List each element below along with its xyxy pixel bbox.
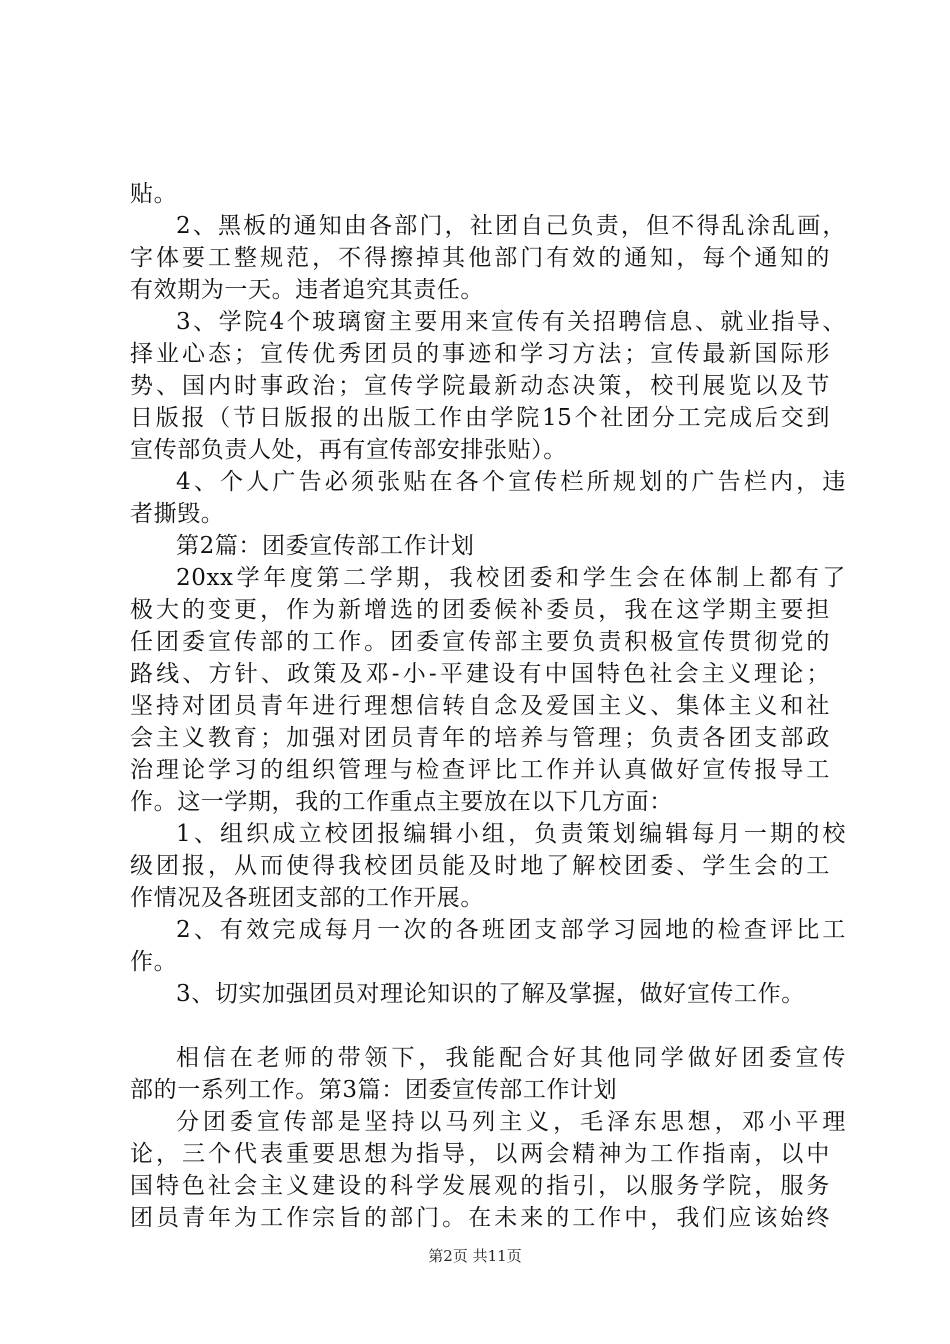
text-line: 2、有效完成每月一次的各班团支部学习园地的检查评比工 <box>176 917 846 943</box>
text-line: 级团报，从而使得我校团员能及时地了解校团委、学生会的工 <box>130 853 830 879</box>
text-line: 坚持对团员青年进行理想信转自念及爱国主义、集体主义和社 <box>130 693 830 719</box>
text-line: 4、个人广告必须张贴在各个宣传栏所规划的广告栏内，违 <box>176 469 846 495</box>
text-line: 相信在老师的带领下，我能配合好其他同学做好团委宣传 <box>176 1045 846 1071</box>
section-heading: 第2篇：团委宣传部工作计划 <box>176 533 475 559</box>
page-number-footer: 第2页 共11页 <box>428 1247 522 1265</box>
text-line: 极大的变更，作为新增选的团委候补委员，我在这学期主要担 <box>130 597 830 623</box>
text-line: 贴。 <box>130 181 178 207</box>
text-line: 路线、方针、政策及邓-小-平建设有中国特色社会主义理论； <box>130 661 830 687</box>
text-line: 1、组织成立校团报编辑小组，负责策划编辑每月一期的校 <box>176 821 846 847</box>
text-line: 治理论学习的组织管理与检查评比工作并认真做好宣传报导工 <box>130 757 830 783</box>
text-line: 作。这一学期，我的工作重点主要放在以下几方面： <box>130 789 673 815</box>
text-line: 作情况及各班团支部的工作开展。 <box>130 885 484 911</box>
text-line: 3、切实加强团员对理论知识的了解及掌握，做好宣传工作。 <box>176 981 805 1007</box>
text-line: 团员青年为工作宗旨的部门。在未来的工作中，我们应该始终 <box>130 1205 830 1231</box>
text-line: 任团委宣传部的工作。团委宣传部主要负责积极宣传贯彻党的 <box>130 629 830 655</box>
text-line: 有效期为一天。违者追究其责任。 <box>130 277 484 303</box>
text-line: 者撕毁。 <box>130 501 225 527</box>
text-line: 作。 <box>130 949 178 975</box>
text-line: 3、学院4个玻璃窗主要用来宣传有关招聘信息、就业指导、 <box>176 309 846 335</box>
text-line: 会主义教育；加强对团员青年的培养与管理；负责各团支部政 <box>130 725 830 751</box>
text-line: 20xx学年度第二学期，我校团委和学生会在体制上都有了 <box>176 565 846 591</box>
text-line: 国特色社会主义建设的科学发展观的指引，以服务学院，服务 <box>130 1173 830 1199</box>
text-line: 部的一系列工作。第3篇：团委宣传部工作计划 <box>130 1077 618 1103</box>
text-line: 日版报（节日版报的出版工作由学院15个社团分工完成后交到 <box>130 405 830 431</box>
text-line: 2、黑板的通知由各部门，社团自己负责，但不得乱涂乱画， <box>176 213 846 239</box>
text-line: 择业心态；宣传优秀团员的事迹和学习方法；宣传最新国际形 <box>130 341 830 367</box>
text-line: 字体要工整规范，不得擦掉其他部门有效的通知，每个通知的 <box>130 245 830 271</box>
text-line: 分团委宣传部是坚持以马列主义，毛泽东思想，邓小平理 <box>176 1109 846 1135</box>
text-line: 论，三个代表重要思想为指导，以两会精神为工作指南，以中 <box>130 1141 830 1167</box>
text-line: 势、国内时事政治；宣传学院最新动态决策，校刊展览以及节 <box>130 373 830 399</box>
text-line: 宣传部负责人处，再有宣传部安排张贴）。 <box>130 437 567 463</box>
